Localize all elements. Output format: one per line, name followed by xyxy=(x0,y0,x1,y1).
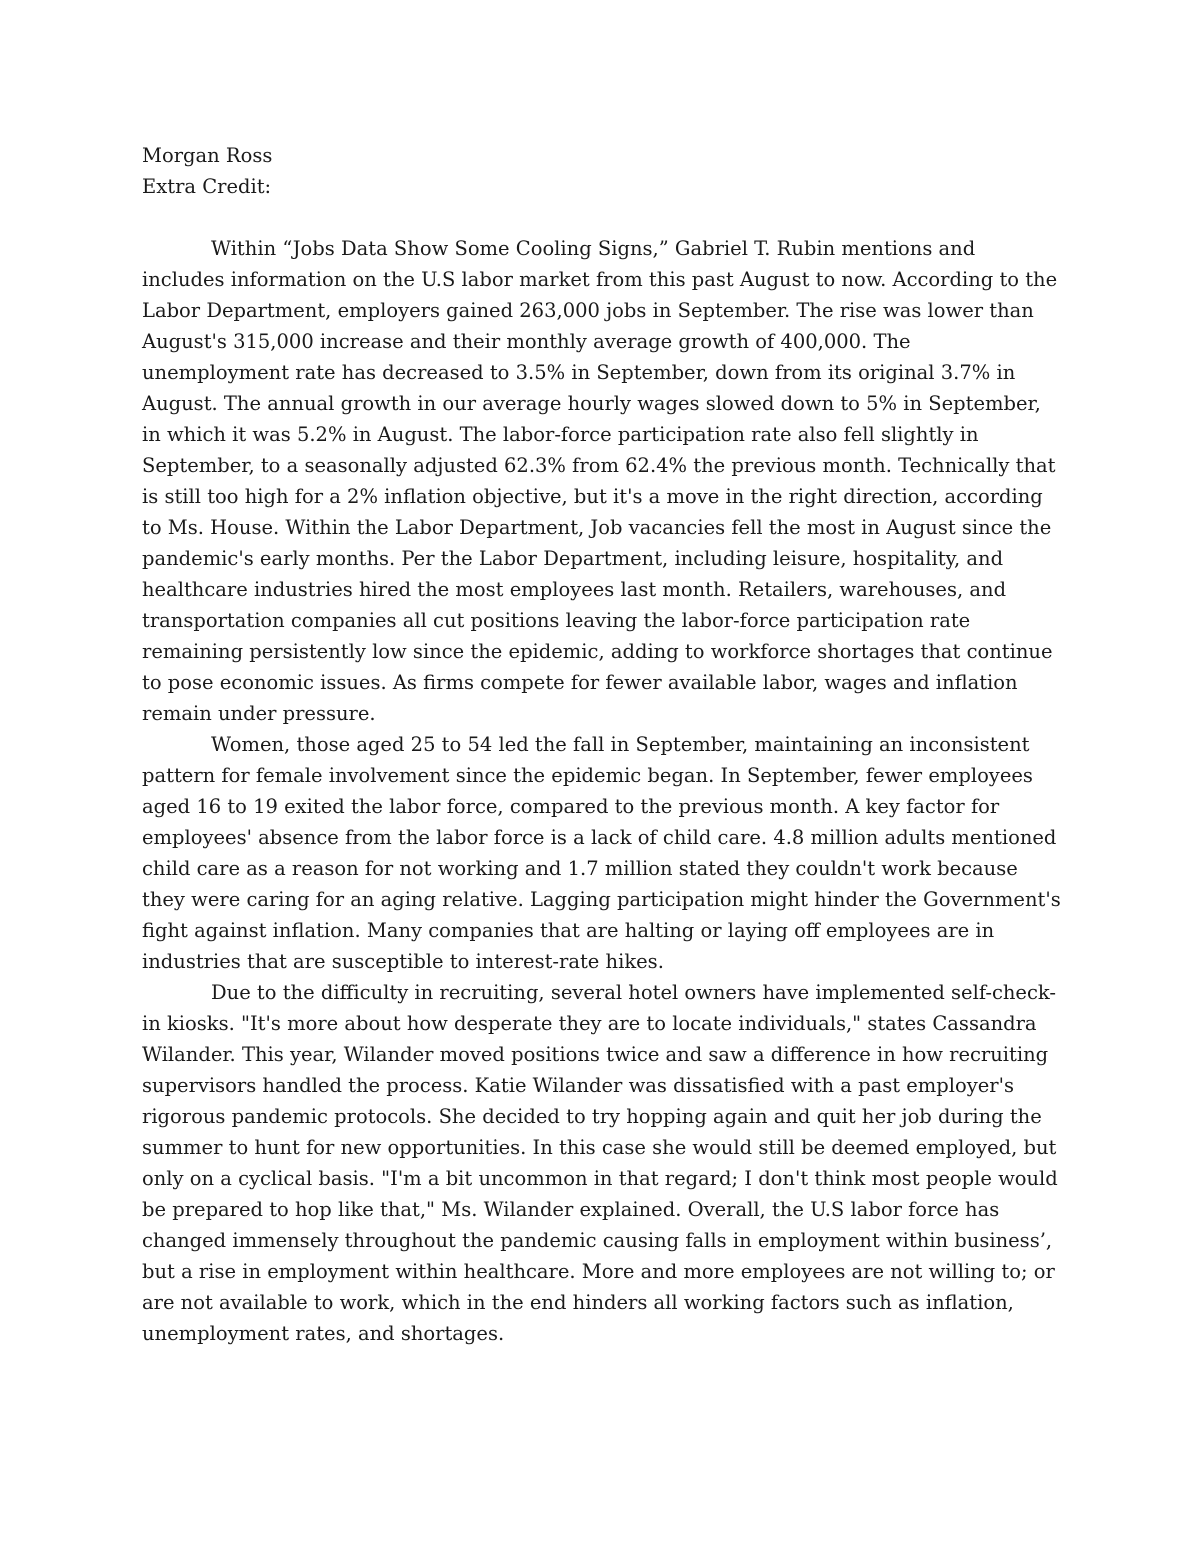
paragraph-2: Women, those aged 25 to 54 led the fall in September, maintaining an inconsistent pattern for female involvement since the epidemic began. In September, fewer employees aged 16 to 19 exited the labor force, compared to the previous month. A key factor for employees' absence from the labor force is a lack of child care. 4.8 million adults mentioned child care as a reason for not working and 1.7 million stated they couldn't work because they were caring for an aging relative. Lagging participation might hinder the Government's fight against inflation. Many companies that are halting or laying off employees are in industries that are susceptible to interest-rate hikes. xyxy=(142,733,1061,973)
assignment-title: Extra Credit: xyxy=(142,175,272,198)
document-body xyxy=(142,140,1062,1349)
paragraph-1: Within “Jobs Data Show Some Cooling Signs,” Gabriel T. Rubin mentions and includes information on the U.S labor market from this past August to now. According to the Labor Department, employers gained 263,000 jobs in September. The rise was lower than August's 315,000 increase and their monthly average growth of 400,000. The unemployment rate has decreased to 3.5% in September, down from its original 3.7% in August. The annual growth in our average hourly wages slowed down to 5% in September, in which it was 5.2% in August. The labor-force participation rate also fell slightly in September, to a seasonally adjusted 62.3% from 62.4% the previous month. Technically that is still too high for a 2% inflation objective, but it's a move in the right direction, according to Ms. House. Within the Labor Department, Job vacancies fell the most in August since the pandemic's early months. Per the Labor Department, including leisure, hospitality, and healthcare industries hired the most employees last month. Retailers, warehouses, and transportation companies all cut positions leaving the labor-force participation rate remaining persistently low since the epidemic, adding to workforce shortages that continue to pose economic issues. As firms compete for fewer available labor, wages and inflation remain under pressure. xyxy=(142,237,1058,725)
blank-line xyxy=(142,202,1062,233)
paragraph-3: Due to the difficulty in recruiting, several hotel owners have implemented self-check-in kiosks. "It's more about how desperate they are to locate individuals," states Cassandra Wilander. This year, Wilander moved positions twice and saw a difference in how recruiting supervisors handled the process. Katie Wilander was dissatisfied with a past employer's rigorous pandemic protocols. She decided to try hopping again and quit her job during the summer to hunt for new opportunities. In this case she would still be deemed employed, but only on a cyclical basis. "I'm a bit uncommon in that regard; I don't think most people would be prepared to hop like that," Ms. Wilander explained. Overall, the U.S labor force has changed immensely throughout the pandemic causing falls in employment within business’, but a rise in employment within healthcare. More and more employees are not willing to; or are not available to work, which in the end hinders all working factors such as inflation, unemployment rates, and shortages. xyxy=(142,981,1058,1345)
author-name: Morgan Ross xyxy=(142,144,273,167)
